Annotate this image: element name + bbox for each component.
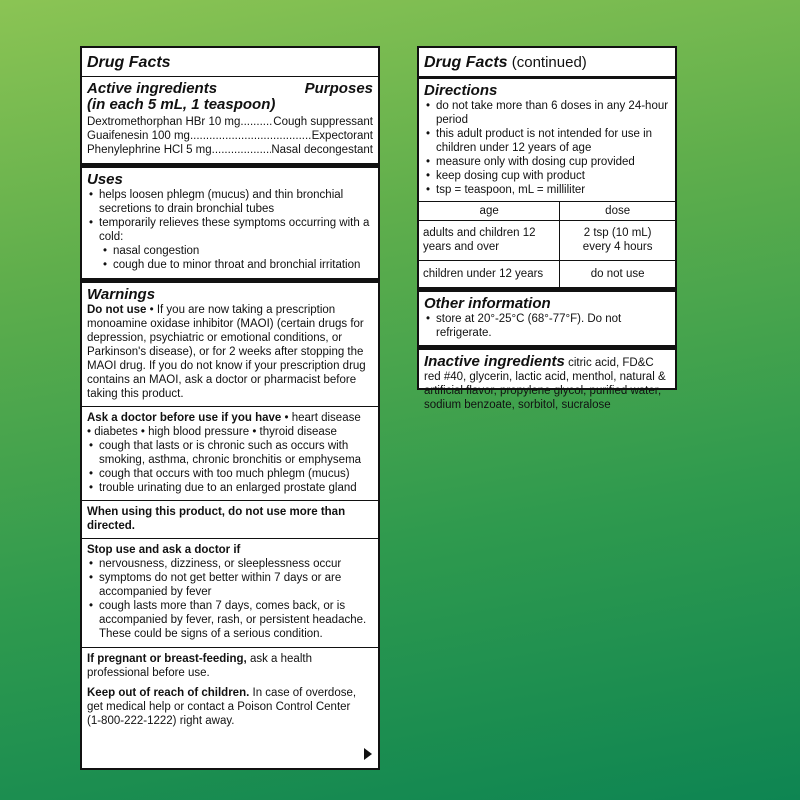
panel-title-suffix: (continued) (507, 54, 587, 71)
uses-item: • helps loosen phlegm (mucus) and thin bronchial secretions to drain bronchial tubes (87, 188, 373, 216)
ingredient-purpose: Cough suppressant (273, 116, 373, 128)
ask-doctor-item: • cough that lasts or is chronic such as occurs with smoking, asthma, chronic bronchitis or emphysema (87, 439, 373, 467)
ingredient-row (87, 115, 373, 129)
directions-item: • measure only with dosing cup provided (424, 155, 670, 169)
inactive-ingredients-section (424, 350, 670, 416)
pregnant-label: If pregnant or breast-feeding, (87, 653, 247, 665)
when-using-text: When using this product, do not use more than directed. (87, 506, 346, 532)
table-header-age: age (419, 202, 560, 221)
ask-doctor-label: Ask a doctor before use if you have (87, 412, 282, 424)
table-cell-dose: 2 tsp (10 mL) every 4 hours (560, 221, 675, 261)
active-ingredients-subheading: (in each 5 mL, 1 teaspoon) (87, 96, 276, 113)
pregnant-paragraph (87, 648, 373, 686)
active-ingredients-section (87, 77, 373, 157)
ask-doctor-item: • trouble urinating due to an enlarged prostate gland (87, 481, 373, 495)
drug-facts-panel-right (417, 46, 677, 411)
ingredient-row (87, 129, 373, 143)
uses-heading: Uses (87, 171, 123, 188)
other-information-heading: Other information (424, 295, 551, 312)
uses-subitem: • cough due to minor throat and bronchial irritation (87, 258, 373, 272)
keep-out-text: In case of overdose, get medical help or contact a Poison Control Center (1-800-222-1222) right away. (87, 687, 357, 727)
ingredient-name: Phenylephrine HCl 5 mg (87, 144, 212, 156)
directions-section (424, 79, 670, 287)
directions-item: • this adult product is not intended for use in children under 12 years of age (424, 127, 670, 155)
inactive-ingredients-text: citric acid, FD&C red #40, glycerin, lactic acid, menthol, natural & artificial flavor, propylene glycol, purified water, sodium benzoate, sorbitol, sucralose (424, 357, 666, 411)
do-not-use-text: • If you are now taking a prescription monoamine oxidase inhibitor (MAOI) (certain drugs for depression, psychiatric or emotional conditions, or Parkinson's disease), or for 2 weeks after stopping the MAOI drug. If you do not know if your prescription drug contains an MAOI, ask a doctor or pharmacist before taking this product. (87, 304, 366, 400)
pregnant-text: ask a health professional before use. (87, 653, 312, 679)
panel-title (424, 48, 670, 76)
table-row (419, 261, 675, 288)
inactive-ingredients-heading: Inactive ingredients (424, 353, 565, 370)
dosage-table (419, 201, 675, 287)
directions-item: • tsp = teaspoon, mL = milliliter (424, 183, 670, 197)
table-cell-age: adults and children 12 years and over (419, 221, 560, 261)
stop-use-item: • cough lasts more than 7 days, comes back, or is accompanied by fever, rash, or persistent headache. These could be signs of a serious condition. (87, 599, 373, 641)
warnings-heading: Warnings (87, 286, 156, 303)
panel-title: Drug Facts (87, 54, 171, 71)
directions-item: • do not take more than 6 doses in any 24-hour period (424, 99, 670, 127)
warnings-section (87, 283, 373, 406)
keep-out-label: Keep out of reach of children. (87, 687, 250, 699)
keep-out-paragraph (87, 686, 373, 728)
table-cell-age: children under 12 years (419, 261, 560, 288)
continue-arrow-icon (364, 748, 372, 760)
drug-facts-panel-left (80, 46, 380, 770)
uses-section (87, 168, 373, 278)
other-information-item: • store at 20°-25°C (68°-77°F). Do not refrigerate. (424, 312, 670, 340)
ask-doctor-inline: • heart disease (281, 412, 361, 424)
stop-use-item: • nervousness, dizziness, or sleeplessness occur (87, 557, 373, 571)
ingredient-purpose: Nasal decongestant (271, 144, 373, 156)
table-cell-dose: do not use (560, 261, 675, 288)
uses-subitem: • nasal congestion (87, 244, 373, 258)
active-ingredients-heading: Active ingredients (87, 80, 218, 97)
do-not-use-label: Do not use (87, 304, 147, 316)
ingredient-row (87, 143, 373, 157)
table-header-row (419, 202, 675, 221)
do-not-use-paragraph (87, 303, 373, 401)
stop-use-label: Stop use and ask a doctor if (87, 544, 241, 556)
other-information-section (424, 292, 670, 345)
directions-heading: Directions (424, 82, 498, 99)
table-row (419, 221, 675, 261)
ask-doctor-item: • cough that occurs with too much phlegm (mucus) (87, 467, 373, 481)
stop-use-item: • symptoms do not get better within 7 days or are accompanied by fever (87, 571, 373, 599)
uses-item: • temporarily relieves these symptoms occurring with a cold: (87, 216, 373, 244)
panel-title-main: Drug Facts (424, 54, 508, 71)
ingredient-purpose: Expectorant (311, 130, 373, 142)
ingredient-name: Dextromethorphan HBr 10 mg (87, 116, 241, 128)
purposes-heading: Purposes (304, 80, 373, 97)
ask-doctor-line: • diabetes • high blood pressure • thyroid disease (87, 426, 337, 438)
directions-item: • keep dosing cup with product (424, 169, 670, 183)
stop-use-section (87, 539, 373, 647)
table-header-dose: dose (560, 202, 675, 221)
ask-doctor-section (87, 407, 373, 500)
ingredient-name: Guaifenesin 100 mg (87, 130, 190, 142)
